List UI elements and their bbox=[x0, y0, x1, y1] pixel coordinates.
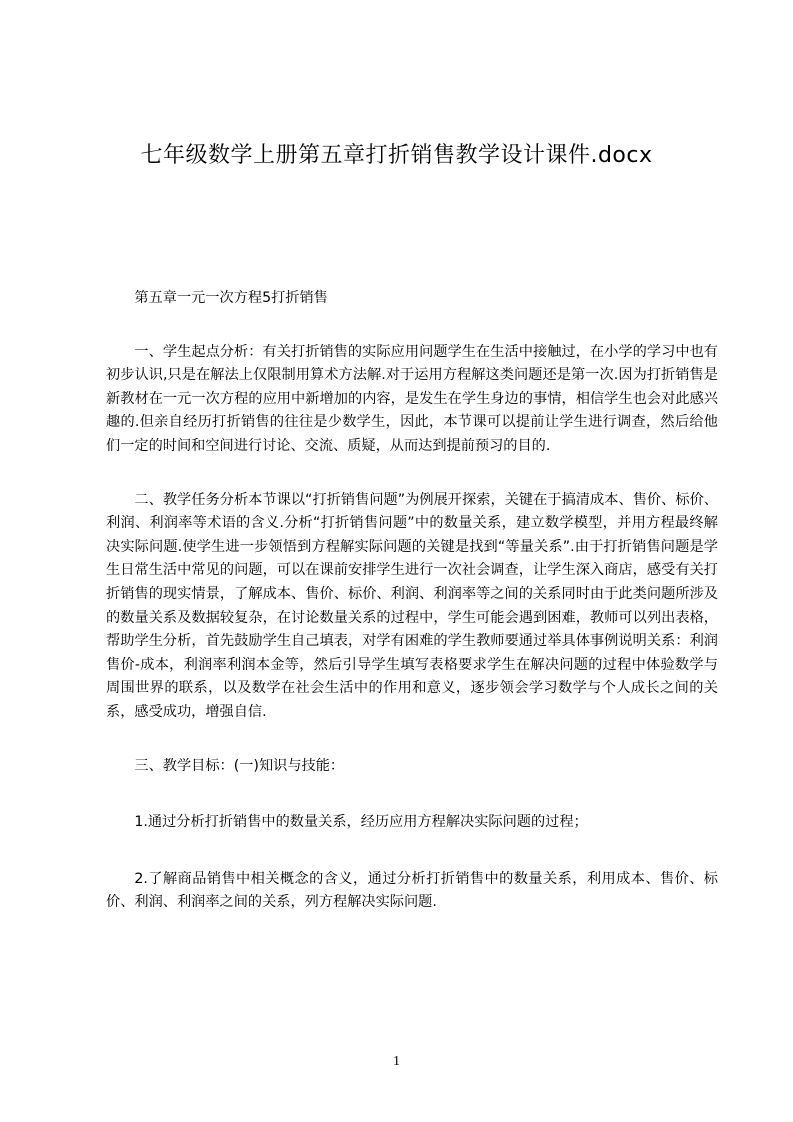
document-title: 七年级数学上册第五章打折销售教学设计课件.docx bbox=[140, 143, 653, 168]
page-number: 1 bbox=[393, 1054, 400, 1069]
chapter-heading: 第五章一元一次方程5打折销售 bbox=[134, 290, 328, 306]
paragraph-task-analysis: 二、教学任务分析本节课以“打折销售问题”为例展开探索，关键在于搞清成本、售价、标价、利润、利润率等术语的含义.分析“打折销售问题”中的数量关系，建立数学模型，并用方程最终解决实际问题.使学生进一步领悟到方程解实际问题的关键是找到“等量关系”.由于打折销售问题是学生日常生活中常见的问题，可以在课前安排学生进行一次社会调查，让学生深入商店，感受有关打折销售的现实情景，了解成本、售价、标价、利润、利润率等之间的关系同时由于此类问题所涉及的数量关系及数据较复杂，在讨论数量关系的过程中，学生可能会遇到困难，教师可以列出表格，帮助学生分析，首先鼓励学生自己填表，对学有困难的学生教师要通过举具体事例说明关系：利润售价-成本，利润率利润本金等，然后引导学生填写表格要求学生在解决问题的过程中体验数学与周围世界的联系，以及数学在社会生活中的作用和意义，逐步领会学习数学与个人成长之间的关系，感受成功，增强自信. bbox=[106, 491, 718, 720]
paragraph-goal-2: 2.了解商品销售中相关概念的含义，通过分析打折销售中的数量关系，利用成本、售价、标价、利润、利润率之间的关系，列方程解决实际问题. bbox=[106, 870, 718, 911]
document-body bbox=[106, 287, 718, 915]
paragraph-student-analysis: 一、学生起点分析：有关打折销售的实际应用问题学生在生活中接触过，在小学的学习中也有初步认识,只是在解法上仅限制用算术方法解.对于运用方程解这类问题还是第一次.因为打折销售是新教材在一元一次方程的应用中新增加的内容，是发生在学生身边的事情，相信学生也会对此感兴趣的.但亲自经历打折销售的往往是少数学生，因此，本节课可以提前让学生进行调查，然后给他们一定的时间和空间进行讨论、交流、质疑，从而达到提前预习的目的. bbox=[106, 343, 718, 454]
paragraph-teaching-goals: 三、教学目标：(一)知识与技能： bbox=[134, 757, 345, 774]
paragraph-goal-1: 1.通过分析打折销售中的数量关系，经历应用方程解决实际问题的过程； bbox=[134, 814, 588, 831]
